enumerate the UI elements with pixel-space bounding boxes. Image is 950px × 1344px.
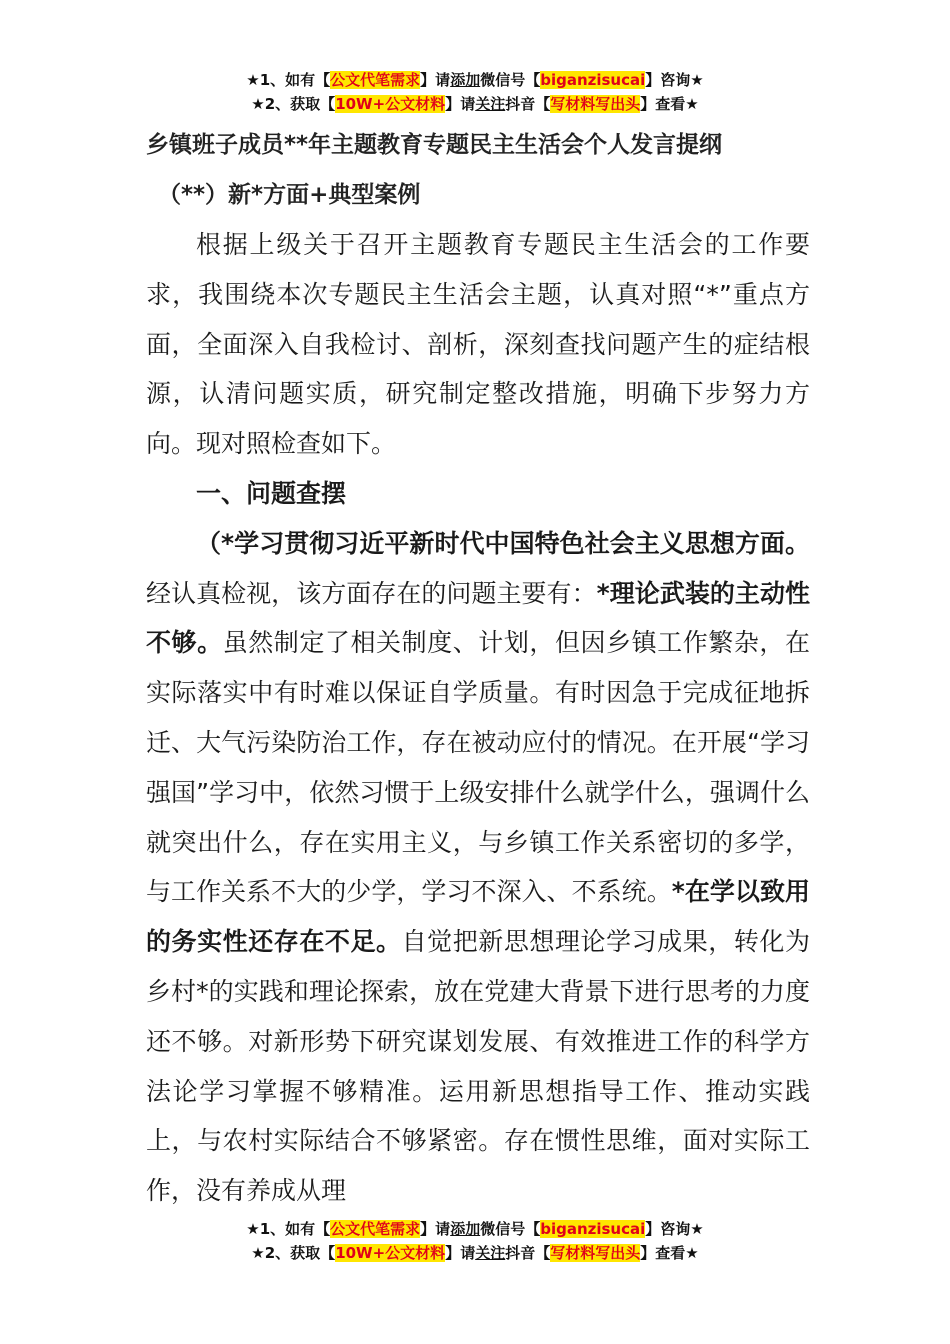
promo-line-1: ★1、如有【公文代笔需求】请添加微信号【biganzisucai】咨询★ — [246, 71, 704, 89]
section-heading: 一、问题查摆 — [196, 478, 347, 508]
bold-point: *在学以致用的务实性还存在不足。 — [146, 877, 810, 957]
issue-paragraph: （*学习贯彻习近平新时代中国特色社会主义思想方面。经认真检视，该方面存在的问题主要有：*理论武装的主动性不够。虽然制定了相关制度、计划，但因乡镇工作繁杂，在实际落实中有时难以保证自学质量。有时因急于完成征地拆迁、大气污染防治工作，存在被动应付的情况。在开展“学习强国”学习中，依然习惯于上级安排什么就学什么，强调什么就突出什么，存在实用主义，与乡镇工作关系密切的多学，与工作关系不大的少学，学习不深入、不系统。*在学以致用的务实性还存在不足。自觉把新思想理论学习成果，转化为乡村*的实践和理论探索，放在党建大背景下进行思考的力度还不够。对新形势下研究谋划发展、有效推进工作的科学方法论学习掌握不够精准。运用新思想指导工作、推动实践上，与农村实际结合不够紧密。存在惯性思维，面对实际工作，没有养成从理 — [146, 528, 810, 1206]
promo-highlight: 10W+公文材料 — [335, 1244, 446, 1262]
footer-promo-banner — [0, 1217, 950, 1265]
header-promo-banner — [0, 68, 950, 116]
promo-highlight: 公文代笔需求 — [330, 71, 421, 89]
douyin-account: 写材料写出头 — [550, 1244, 641, 1262]
promo-highlight: 公文代笔需求 — [330, 1220, 421, 1238]
wechat-id: biganzisucai — [540, 71, 646, 89]
wechat-id: biganzisucai — [540, 1220, 646, 1238]
intro-paragraph: 根据上级关于召开主题教育专题民主生活会的工作要求，我围绕本次专题民主生活会主题，认真对照“*”重点方面，全面深入自我检讨、剖析，深刻查找问题产生的症结根源，认清问题实质，研究制定整改措施，明确下步努力方向。现对照检查如下。 — [146, 230, 810, 459]
doc-body — [146, 220, 810, 1216]
doc-title: 乡镇班子成员**年主题教育专题民主生活会个人发言提纲 — [146, 132, 723, 158]
doc-subtitle: （**）新*方面+典型案例 — [158, 182, 421, 208]
promo-highlight: 10W+公文材料 — [335, 95, 446, 113]
promo-line-2: ★2、获取【10W+公文材料】请关注抖音【写材料写出头】查看★ — [251, 1244, 699, 1262]
bold-lead: （*学习贯彻习近平新时代中国特色社会主义思想方面。 — [196, 528, 810, 558]
bold-point: *理论武装的主动性不够。 — [146, 578, 810, 658]
promo-line-1: ★1、如有【公文代笔需求】请添加微信号【biganzisucai】咨询★ — [246, 1220, 704, 1238]
promo-line-2: ★2、获取【10W+公文材料】请关注抖音【写材料写出头】查看★ — [251, 95, 699, 113]
douyin-account: 写材料写出头 — [550, 95, 641, 113]
